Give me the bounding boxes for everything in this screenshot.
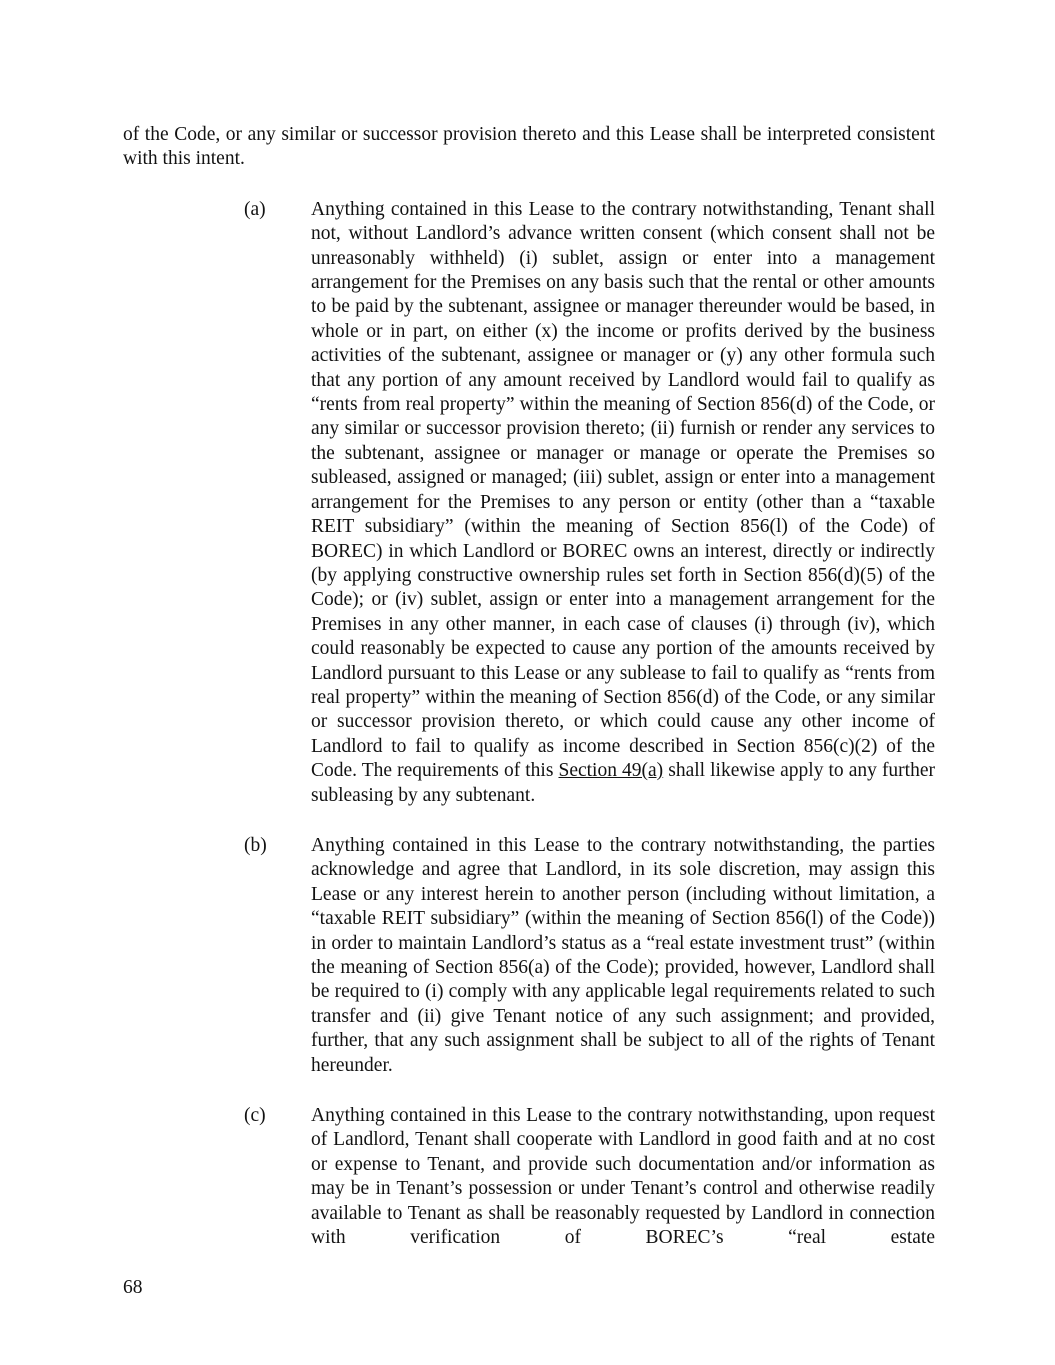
clause-b-label: (b): [244, 834, 267, 856]
clause-a-text: [311, 198, 935, 808]
clause-a-label: (a): [244, 198, 266, 220]
clause-c-text: Anything contained in this Lease to the contrary notwithstanding, upon request of Landlord, Tenant shall cooperate with Landlord in good faith and at no cost or expense to Tenant, and provide such documentation and/or information as may be in Tenant’s possession or under Tenant’s control and otherwise readily available to Tenant as shall be reasonably requested by Landlord in connection with verification of BOREC’s “real estate: [311, 1105, 935, 1249]
clause-a-text-before: Anything contained in this Lease to the contrary notwithstanding, Tenant shall not, without Landlord’s advance written consent (which consent shall not be unreasonably withheld) (i) sublet, assign or enter into a management arrangement for the Premises on any basis such that the rental or other amounts to be paid by the subtenant, assignee or manager thereunder would be based, in whole or in part, on either (x) the income or profits derived by the business activities of the subtenant, assignee or manager or (y) any other formula such that any portion of any amount received by Landlord would fail to qualify as “rents from real property” within the meaning of Section 856(d) of the Code, or any similar or successor provision thereto; (ii) furnish or render any services to the subtenant, assignee or manager or manage or operate the Premises so subleased, assigned or managed; (iii) sublet, assign or enter into a management arrangement for the Premises to any person or entity (other than a “taxable REIT subsidiary” (within the meaning of Section 856(l) of the Code) of BOREC) in which Landlord or BOREC owns an interest, directly or indirectly (by applying constructive ownership rules set forth in Section 856(d)(5) of the Code); or (iv) sublet, assign or enter into a management arrangement for the Premises in any other manner, in each case of clauses (i) through (iv), which could reasonably be expected to cause any portion of the amounts received by Landlord pursuant to this Lease or any sublease to fail to qualify as “rents from real property” within the meaning of Section 856(d) of the Code, or any similar or successor provision thereto, or which could cause any other income of Landlord to fail to qualify as income described in Section 856(c)(2) of the Code. The requirements of this: [311, 198, 935, 782]
clause-a: [123, 198, 935, 808]
clause-a-text-after: shall likewise apply to any further subleasing by any subtenant.: [311, 760, 935, 806]
page-number: 68: [123, 1277, 143, 1298]
section-49a-reference: Section 49(a): [558, 760, 664, 782]
clause-b-text: Anything contained in this Lease to the contrary notwithstanding, the parties acknowledge and agree that Landlord, in its sole discretion, may assign this Lease or any interest herein to another person (including without limitation, a “taxable REIT subsidiary” (within the meaning of Section 856(l) of the Code)) in order to maintain Landlord’s status as a “real estate investment trust” (within the meaning of Section 856(a) of the Code); provided, however, Landlord shall be required to (i) comply with any applicable legal requirements related to such transfer and (ii) give Tenant notice of any such assignment; and provided, further, that any such assignment shall be subject to all of the rights of Tenant hereunder.: [311, 834, 935, 1076]
clause-c: [123, 1104, 935, 1250]
clause-b: [123, 834, 935, 1078]
intro-paragraph: of the Code, or any similar or successor provision thereto and this Lease shall be interpreted consistent with this intent.: [123, 124, 935, 170]
clause-c-label: (c): [244, 1105, 266, 1127]
